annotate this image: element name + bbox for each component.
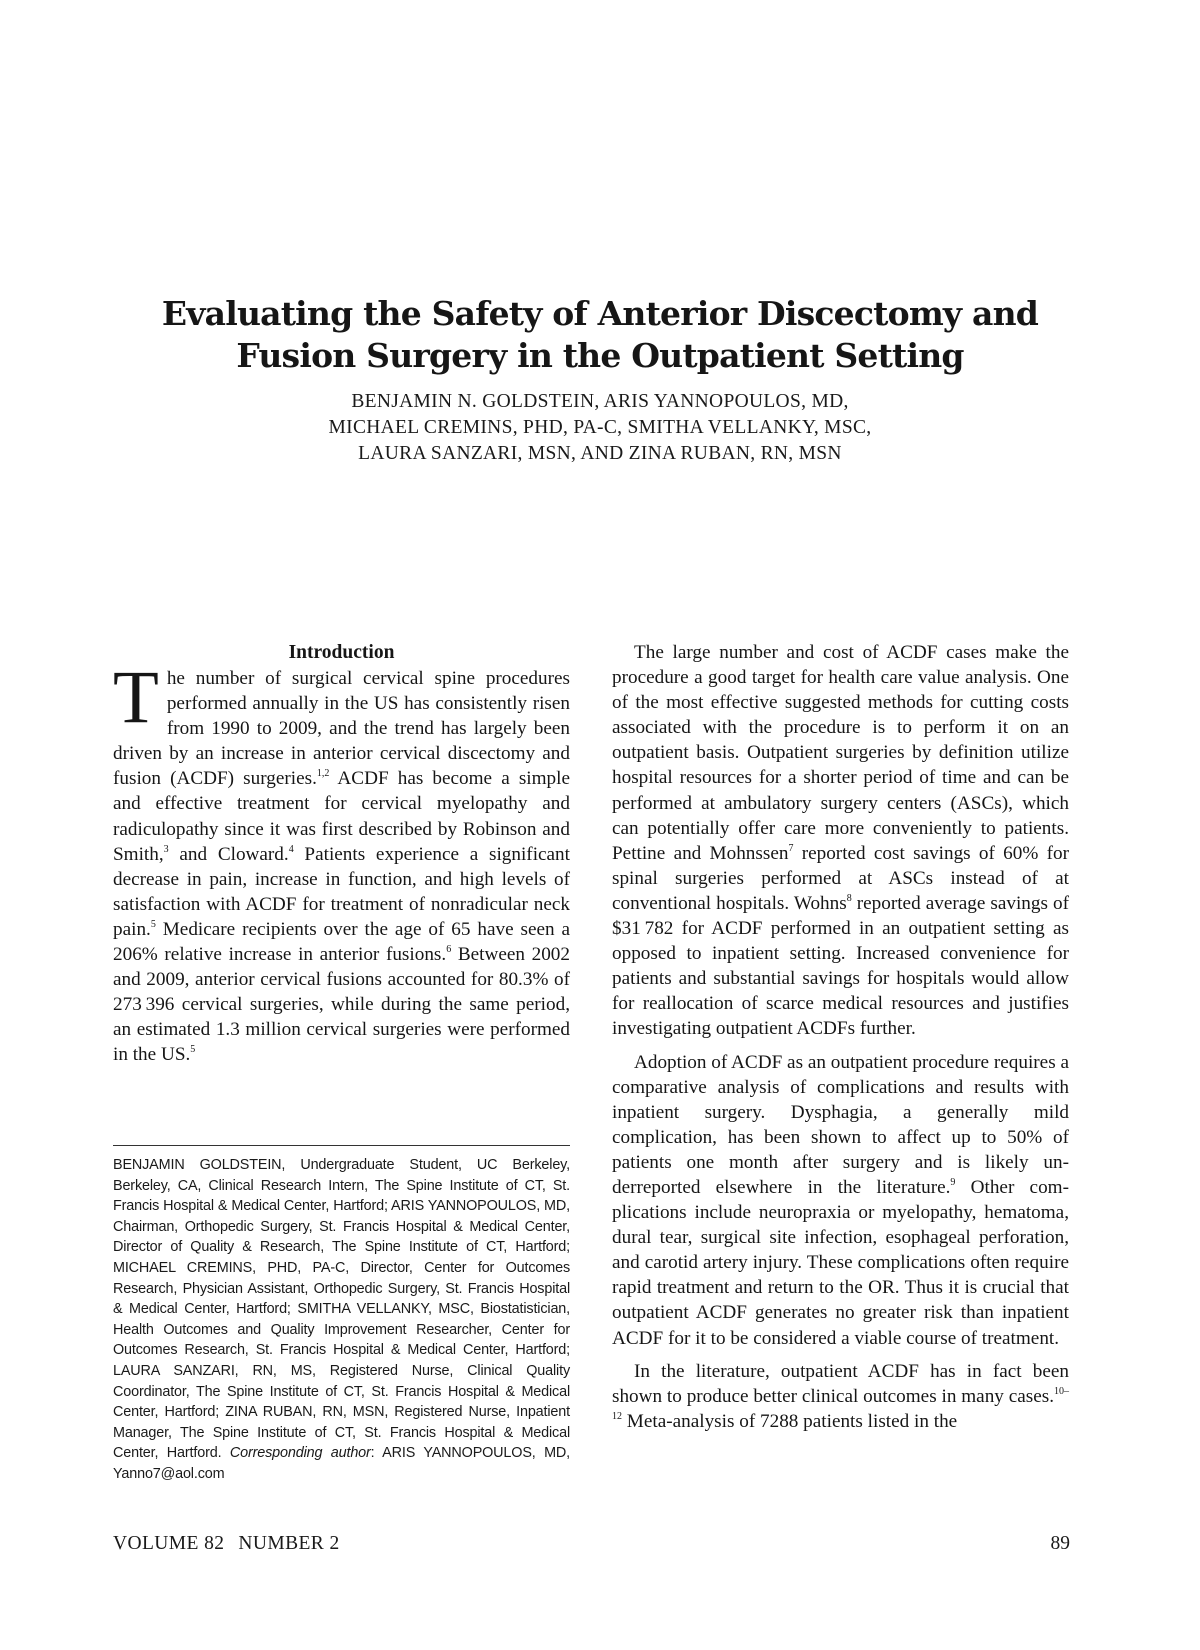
text-run: Meta-analysis of 7288 patients listed in the bbox=[622, 1410, 958, 1432]
article-title-line-1: Evaluating the Safety of Anterior Discectomy and bbox=[161, 294, 1039, 333]
article-title-line-2: Fusion Surgery in the Outpatient Setting bbox=[236, 336, 964, 375]
reference-marker: 10–12 bbox=[612, 1385, 1069, 1422]
author-line-1: BENJAMIN N. GOLDSTEIN, ARIS YANNOPOULOS, MD, bbox=[351, 391, 849, 412]
text-run: he number of surgical cervical spine procedures performed annually in the US has consistently risen from 1990 to 2009, and the trend has largely been driven by an increase in anterior cervical discectomy and fusion (ACDF) surgeries. bbox=[113, 668, 570, 790]
corresponding-author-contact: : ARIS YANNOPOULOS, MD, Yanno7@aol.com bbox=[113, 1445, 570, 1482]
right-column bbox=[612, 640, 1069, 1434]
text-run: ACDF has become a simple and effective treatment for cervical myelopathy and radiculopathy since it was first described by Robinson and Smith, bbox=[113, 768, 570, 865]
text-run: reported average savings of $31 782 for ACDF performed in an outpatient setting as opposed to inpatient setting. Increased convenience for patients and substantial savings for hospitals would allow for reallocation of scarce medical resources and justifies investigating outpatient ACDFs further. bbox=[612, 892, 1069, 1040]
affiliations-body: BENJAMIN GOLDSTEIN, Undergraduate Student, UC Berkeley, Berkeley, CA, Clinical Research Intern, The Spine Institute of CT, St. Francis Hospital & Medical Center, Hartford; ARIS YANNOPOULOS, MD, Chairman, Orthopedic Surgery, St. Francis Hospital & Medical Center, Director of Quality & Research, The Spine Institute of CT, Hartford; MICHAEL CREMINS, PHD, PA-C, Director, Center for Outcomes Research, Physician Assistant, Orthopedic Surgery, St. Francis Hospital & Medical Center, Hartford; SMITHA VELLANKY, MSC, Biostatistician, Health Outcomes and Quality Improvement Researcher, Center for Outcomes Research, St. Francis Hospital & Medical Center, Hartford; LAURA SANZARI, RN, MS, Registered Nurse, Clinical Quality Coordinator, The Spine Institute of CT, St. Francis Hospital & Medical Center, Hartford; ZINA RUBAN, RN, MSN, Registered Nurse, Inpatient Manager, The Spine Institute of CT, St. Francis Hospital & Medical Center, Hartford. bbox=[113, 1157, 570, 1462]
text-run: Between 2002 and 2009, anterior cervical fusions accounted for 80.3% of 273 396 cervical surgeries, while during the same period, an estimated 1.3 million cervical surgeries were performed in the US. bbox=[113, 944, 570, 1066]
reference-marker: 5 bbox=[150, 918, 156, 930]
corresponding-author-label: Corresponding author bbox=[229, 1445, 371, 1462]
number-label: NUMBER 2 bbox=[238, 1533, 340, 1554]
intro-paragraph-3 bbox=[612, 1050, 1069, 1351]
text-run: Adoption of ACDF as an outpatient procedure requires a comparative analysis of complications and results with inpatient surgery. Dysphagia, a generally mild complication, has been shown to affect up to 50% of patients one month after surgery and is likely underreported elsewhere in the literature. bbox=[612, 1051, 1069, 1198]
drop-cap: T bbox=[113, 656, 159, 739]
author-affiliations bbox=[113, 1145, 570, 1485]
reference-marker: 6 bbox=[446, 944, 452, 956]
author-line-3: LAURA SANZARI, MSN, AND ZINA RUBAN, RN, MSN bbox=[358, 443, 842, 464]
reference-marker: 4 bbox=[288, 843, 294, 855]
affiliations-text bbox=[113, 1155, 570, 1485]
reference-marker: 3 bbox=[163, 843, 169, 855]
text-run: and Cloward. bbox=[168, 843, 289, 865]
intro-paragraph-4 bbox=[612, 1359, 1069, 1434]
page-number: 89 bbox=[1050, 1533, 1070, 1554]
author-line-2: MICHAEL CREMINS, PHD, PA-C, SMITHA VELLANKY, MSC, bbox=[328, 417, 872, 438]
text-run: reported cost savings of 60% for spinal surgeries performed at ASCs instead of at conventional hospitals. Wohns bbox=[612, 842, 1069, 914]
volume-label: VOLUME 82 bbox=[113, 1533, 225, 1554]
article-header bbox=[100, 293, 1100, 467]
text-run: Other complications include neuropraxia or myelopathy, hematoma, dural tear, surgical site infection, esophageal perforation, and carotid artery injury. These complications often require rapid treatment and return to the OR. Thus it is crucial that outpatient ACDF generates no greater risk than inpatient ACDF for it to be considered a viable course of treatment. bbox=[612, 1176, 1069, 1349]
reference-marker: 1,2 bbox=[316, 768, 330, 780]
intro-paragraph-1 bbox=[113, 656, 570, 1068]
text-run: In the literature, outpatient ACDF has in fact been shown to produce better clinical outcomes in many cases. bbox=[612, 1360, 1069, 1407]
journal-issue bbox=[113, 1533, 340, 1555]
reference-marker: 5 bbox=[190, 1044, 196, 1056]
reference-marker: 8 bbox=[846, 892, 852, 904]
reference-marker: 7 bbox=[788, 842, 794, 854]
text-run: The large number and cost of ACDF cases make the procedure a good target for health care value analysis. One of the most effective suggested methods for cutting costs associated with the procedure is to perform it on an outpatient basis. Outpatient surgeries by definition utilize hospital resources for a shorter period of time and can be performed at ambulatory surgery centers (ASCs), which can potentially offer care more conveniently to patients. Pettine and Mohnssen bbox=[612, 642, 1069, 864]
author-list bbox=[100, 389, 1100, 467]
reference-marker: 9 bbox=[950, 1176, 956, 1188]
text-run: Patients experience a significant decrease in pain, increase in function, and high levels of satisfaction with ACDF for treatment of nonradicular neck pain. bbox=[113, 843, 570, 940]
text-run: Medicare recipients over the age of 65 have seen a 206% relative increase in anterior fusions. bbox=[113, 918, 570, 966]
left-column bbox=[113, 640, 570, 1068]
section-heading-introduction: Introduction bbox=[288, 642, 395, 663]
intro-paragraph-2 bbox=[612, 640, 1069, 1042]
